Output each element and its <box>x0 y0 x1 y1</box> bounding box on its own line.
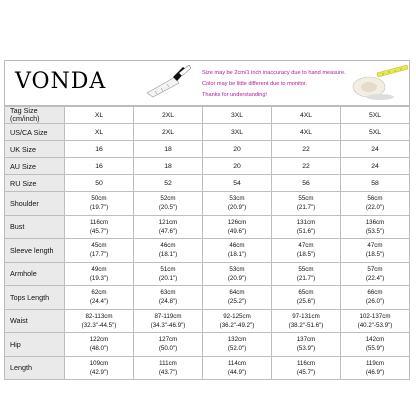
measurement-cell <box>272 356 341 380</box>
measurement-cell <box>272 286 341 310</box>
size-cell: 16 <box>65 158 134 175</box>
cm-value: 111cm <box>159 359 177 367</box>
row-label: Bust <box>5 215 65 239</box>
cm-value: 51cm <box>160 265 176 273</box>
cm-value: 102-137cm <box>359 312 391 320</box>
cm-value: 136cm <box>365 218 385 226</box>
tag-size-header: Tag Size (cm/inch) <box>5 107 65 124</box>
inch-value: (46.9") <box>365 368 385 376</box>
cm-value: 55cm <box>298 265 314 273</box>
inch-value: (25.2") <box>227 298 247 306</box>
inch-value: (20.1") <box>158 274 178 282</box>
size-cell: 50 <box>65 175 134 192</box>
measurement-cell <box>203 239 272 263</box>
cm-value: 126cm <box>227 218 247 226</box>
measurement-cell <box>272 262 341 286</box>
inch-value: (20.5") <box>158 204 178 212</box>
measurement-cell <box>341 333 410 357</box>
inch-value: (40.2"-53.9") <box>357 321 393 329</box>
measurement-cell <box>203 192 272 216</box>
row-label: Waist <box>5 309 65 333</box>
size-cell: 56 <box>272 175 341 192</box>
measurement-cell <box>272 215 341 239</box>
table-row <box>5 215 410 239</box>
cm-value: 57cm <box>367 265 383 273</box>
cm-value: 109cm <box>89 359 109 367</box>
size-cell: 52 <box>134 175 203 192</box>
inch-value: (45.7") <box>296 368 316 376</box>
cm-value: 53cm <box>229 265 245 273</box>
measurement-cell <box>203 215 272 239</box>
size-header-cell: 2XL <box>134 107 203 124</box>
inch-value: (19.3") <box>89 274 109 282</box>
measurement-cell <box>134 192 203 216</box>
inch-value: (24.4") <box>89 298 109 306</box>
measurement-cell <box>203 356 272 380</box>
cm-value: 116cm <box>296 359 316 367</box>
measurement-notes <box>202 68 346 101</box>
cm-value: 45cm <box>91 242 107 250</box>
size-cell: 22 <box>272 158 341 175</box>
inch-value: (18.5") <box>365 251 385 259</box>
cm-value: 49cm <box>91 265 107 273</box>
cm-value: 64cm <box>229 289 245 297</box>
measurement-cell <box>134 215 203 239</box>
inch-value: (18.5") <box>296 251 316 259</box>
cm-value: 55cm <box>298 195 314 203</box>
table-row <box>5 141 410 158</box>
size-cell: 18 <box>134 141 203 158</box>
measurement-cell <box>65 215 134 239</box>
inch-value: (53.9") <box>296 345 316 353</box>
inch-value: (24.8") <box>158 298 178 306</box>
table-row <box>5 158 410 175</box>
size-header-cell: 4XL <box>272 107 341 124</box>
cm-value: 65cm <box>298 289 314 297</box>
measurement-cell <box>134 356 203 380</box>
measurement-cell <box>65 286 134 310</box>
cm-value: 142cm <box>365 336 385 344</box>
measurement-cell <box>65 356 134 380</box>
inch-value: (45.7") <box>89 227 109 235</box>
inch-value: (44.9") <box>227 368 247 376</box>
table-row <box>5 286 410 310</box>
cm-value: 47cm <box>367 242 383 250</box>
cm-value: 127cm <box>158 336 178 344</box>
size-cell: 18 <box>134 158 203 175</box>
inch-value: (18.1") <box>158 251 178 259</box>
inch-value: (49.6") <box>227 227 247 235</box>
table-row <box>5 192 410 216</box>
inch-value: (47.6") <box>158 227 178 235</box>
cm-value: 62cm <box>91 289 107 297</box>
measurement-cell <box>134 309 203 333</box>
row-label: RU Size <box>5 175 65 192</box>
measurement-cell <box>203 286 272 310</box>
inch-value: (17.7") <box>89 251 109 259</box>
measurement-cell <box>65 333 134 357</box>
inch-value: (34.3"-46.9") <box>150 321 186 329</box>
size-cell: 24 <box>341 141 410 158</box>
cm-value: 63cm <box>160 289 176 297</box>
measurement-cell <box>134 333 203 357</box>
inch-value: (20.9") <box>227 274 247 282</box>
table-header-row <box>5 107 410 124</box>
size-chart-table <box>4 106 410 380</box>
size-cell: 5XL <box>341 124 410 141</box>
cm-value: 131cm <box>296 218 316 226</box>
measurement-cell <box>272 239 341 263</box>
size-cell: 20 <box>203 158 272 175</box>
note-line: Color may be little different due to monitor. <box>202 81 307 87</box>
row-label: Shoulder <box>5 192 65 216</box>
measurement-cell <box>341 286 410 310</box>
size-cell: 3XL <box>203 124 272 141</box>
cm-value: 122cm <box>89 336 109 344</box>
measurement-cell <box>341 262 410 286</box>
cm-value: 121cm <box>158 218 178 226</box>
inch-value: (53.5") <box>365 227 385 235</box>
cm-value: 132cm <box>227 336 247 344</box>
measurement-cell <box>134 286 203 310</box>
measurement-cell <box>341 356 410 380</box>
measurement-cell <box>65 192 134 216</box>
size-cell: 58 <box>341 175 410 192</box>
size-header-cell: 3XL <box>203 107 272 124</box>
size-conversion-rows <box>5 124 410 192</box>
cm-value: 66cm <box>367 289 383 297</box>
row-label: AU Size <box>5 158 65 175</box>
size-cell: 24 <box>341 158 410 175</box>
size-cell: 22 <box>272 141 341 158</box>
size-cell: 20 <box>203 141 272 158</box>
inch-value: (22.0") <box>365 204 385 212</box>
table-row <box>5 333 410 357</box>
measurement-cell <box>203 262 272 286</box>
cm-value: 92-125cm <box>223 312 251 320</box>
cm-value: 137cm <box>296 336 316 344</box>
measurement-cell <box>341 215 410 239</box>
inch-value: (43.7") <box>158 368 178 376</box>
table-row <box>5 175 410 192</box>
cm-value: 46cm <box>160 242 176 250</box>
cm-value: 87-119cm <box>154 312 182 320</box>
measurement-cell <box>272 333 341 357</box>
inch-value: (36.2"-49.2") <box>219 321 255 329</box>
measurement-cell <box>134 262 203 286</box>
size-header-cell: XL <box>65 107 134 124</box>
size-cell: 4XL <box>272 124 341 141</box>
table-row <box>5 239 410 263</box>
size-cell: XL <box>65 124 134 141</box>
cm-value: 52cm <box>160 195 176 203</box>
cm-value: 82-113cm <box>85 312 113 320</box>
inch-value: (38.2"-51.6") <box>288 321 324 329</box>
measurement-cell <box>65 309 134 333</box>
cm-value: 47cm <box>298 242 314 250</box>
inch-value: (21.7") <box>296 274 316 282</box>
inch-value: (32.3"-44.5") <box>81 321 117 329</box>
size-cell: 54 <box>203 175 272 192</box>
measurement-cell <box>341 309 410 333</box>
measurement-cell <box>203 309 272 333</box>
size-cell: 2XL <box>134 124 203 141</box>
row-label: Tops Length <box>5 286 65 310</box>
inch-value: (18.1") <box>227 251 247 259</box>
cm-value: 56cm <box>367 195 383 203</box>
measurement-cell <box>65 239 134 263</box>
inch-value: (20.9") <box>227 204 247 212</box>
cm-value: 97-131cm <box>292 312 320 320</box>
inch-value: (51.6") <box>296 227 316 235</box>
table-row <box>5 356 410 380</box>
size-header-cell: 5XL <box>341 107 410 124</box>
note-line: Thanks for understanding! <box>202 92 267 98</box>
inch-value: (52.0") <box>227 345 247 353</box>
inch-value: (19.7") <box>89 204 109 212</box>
inch-value: (21.7") <box>296 204 316 212</box>
measurement-cell <box>341 239 410 263</box>
tape-measure-icon <box>347 63 409 103</box>
measurement-cell <box>272 192 341 216</box>
measurement-cell <box>134 239 203 263</box>
measurement-rows <box>5 192 410 380</box>
row-label: US/CA Size <box>5 124 65 141</box>
inch-value: (50.0") <box>158 345 178 353</box>
inch-value: (25.6") <box>296 298 316 306</box>
inch-value: (48.0") <box>89 345 109 353</box>
cm-value: 46cm <box>229 242 245 250</box>
measurement-cell <box>272 309 341 333</box>
cm-value: 53cm <box>229 195 245 203</box>
measurement-cell <box>341 192 410 216</box>
measurement-cell <box>65 262 134 286</box>
row-label: Length <box>5 356 65 380</box>
table-row <box>5 124 410 141</box>
inch-value: (22.4") <box>365 274 385 282</box>
cm-value: 50cm <box>91 195 107 203</box>
row-label: Armhole <box>5 262 65 286</box>
measuring-tape-icon <box>145 63 193 99</box>
cm-value: 116cm <box>89 218 109 226</box>
inch-value: (42.9") <box>89 368 109 376</box>
size-chart-header <box>4 60 410 106</box>
brand-logo: VONDA <box>15 69 107 94</box>
cm-value: 114cm <box>227 359 247 367</box>
cm-value: 119cm <box>365 359 385 367</box>
row-label: UK Size <box>5 141 65 158</box>
row-label: Hip <box>5 333 65 357</box>
inch-value: (55.9") <box>365 345 385 353</box>
note-line: Size may be 2cm/1 inch inaccuracy due to hand measure. <box>202 70 346 76</box>
inch-value: (26.0") <box>365 298 385 306</box>
size-cell: 16 <box>65 141 134 158</box>
table-row <box>5 262 410 286</box>
table-row <box>5 309 410 333</box>
measurement-cell <box>203 333 272 357</box>
row-label: Sleeve length <box>5 239 65 263</box>
